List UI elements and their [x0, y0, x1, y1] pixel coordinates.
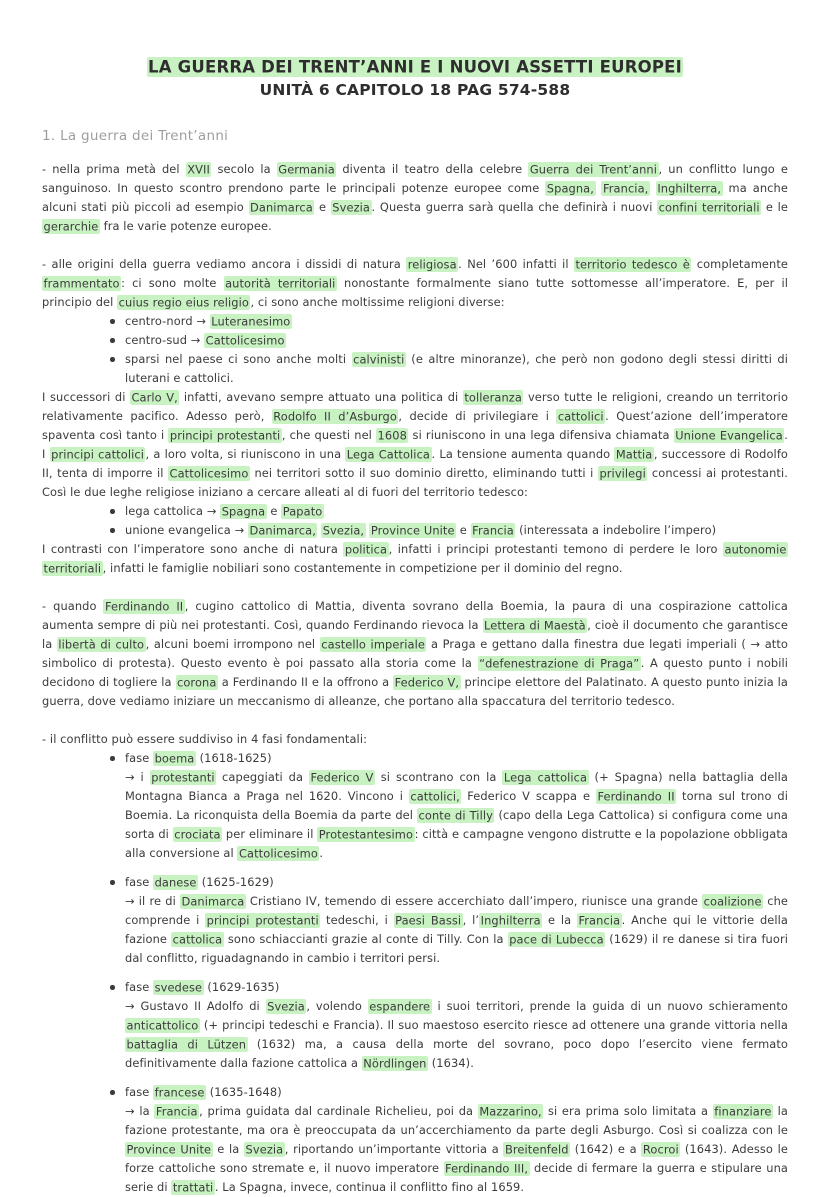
text-run: ma anche alcuni stati più piccoli ad esempio [42, 181, 788, 214]
highlight: territorio tedesco è [575, 257, 690, 271]
bullet-item [103, 873, 788, 968]
text-run: nei territori sotto il suo dominio diretto, eliminando tutti i [249, 466, 598, 480]
text-run: (+ principi tedeschi e Francia). Il suo maestoso esercito riesce ad ottenere una grande vittoria nella [199, 1018, 788, 1032]
highlight: cattolici, [410, 789, 460, 803]
text-run: a Praga e gettano dalla finestra due legati imperiali ( → atto simbolico di protesta). Questo evento è poi passato alla storia come la [42, 637, 788, 670]
text-run: Federico V scappa e [461, 789, 596, 803]
highlight: protestanti [151, 770, 215, 784]
highlight: corona [177, 675, 217, 689]
highlight: cuius regio eius religio [118, 295, 249, 309]
highlight: confini territoriali [658, 200, 760, 214]
text-run: → i [125, 770, 150, 784]
text-run: → la [125, 1104, 155, 1118]
highlight: Francia [578, 913, 621, 927]
highlight: Cattolicesimo [238, 846, 318, 860]
highlight: principi protestanti [169, 428, 281, 442]
text-run: e [266, 504, 282, 518]
text-run: (1642) e a [570, 1142, 642, 1156]
text-run: a Ferdinando II e la offrono a [217, 675, 394, 689]
text-run: (interessata a indebolire l’impero) [515, 523, 717, 537]
text-run: - alle origini della guerra vediamo ancora i dissidi di natura [42, 257, 407, 271]
highlight: tolleranza [464, 390, 522, 404]
highlight: Province Unite [126, 1142, 212, 1156]
text-run: concessi ai protestanti. Così le due leghe religiose iniziano a cercare alleati al di fuori del territorio tedesco: [42, 466, 788, 499]
text-run: la fazione protestante, ma ora è preoccupata da un’accerchiamento da parte degli Asburgo. Così si coalizza con le [125, 1104, 789, 1137]
highlight: svedese [154, 980, 203, 994]
highlight: Inghilterra, [657, 181, 722, 195]
highlight: pace di Lubecca [509, 932, 604, 946]
highlight: Francia [472, 523, 514, 537]
text-run: , cugino cattolico di Mattia, diventa sovrano della Boemia, la paura di una cospirazione cattolica aumenta sempre di più nei protestanti. Così, quando Ferdinando rievoca la [42, 599, 788, 632]
text-run: . Nel ’600 infatti il [458, 257, 574, 271]
text-run: , un conflitto lungo e sanguinoso. In questo scontro prendono parte le principali potenze europee come [42, 162, 788, 195]
highlight: Rocroi [642, 1142, 679, 1156]
highlight: Province Unite [370, 523, 455, 537]
paragraph [42, 160, 788, 236]
highlight: Protestantesimo [318, 827, 414, 841]
highlight: boema [154, 751, 195, 765]
highlight: principi cattolici [51, 447, 144, 461]
title-highlight: LA GUERRA DEI TRENT’ANNI E I NUOVI ASSETTI EUROPEI [148, 57, 682, 76]
highlight: cattolici [557, 409, 604, 423]
text-run: centro-nord → [125, 314, 210, 328]
highlight: castello imperiale [321, 637, 425, 651]
highlight: Francia, [602, 181, 649, 195]
text-run: fra le varie potenze europee. [99, 219, 272, 233]
highlight: Ferdinando II [104, 599, 184, 613]
highlight: Danimarca [250, 200, 313, 214]
text-run: (1643). Adesso le forze cattoliche sono stremate e, il nuovo imperatore [125, 1142, 789, 1175]
text-run: (1635-1648) [205, 1085, 282, 1099]
text-run: (1618-1625) [195, 751, 272, 765]
text-run: , infatti le famiglie nobiliari sono costantemente in competizione per il dominio del regno. [102, 561, 623, 575]
highlight: Spagna, [546, 181, 594, 195]
text-run: - nella prima metà del [42, 162, 186, 176]
text-run: . A questo punto i nobili decidono di togliere la [42, 656, 789, 689]
paragraph [42, 597, 788, 711]
text-run: sono schiaccianti grazie al conte di Tilly. Con la [223, 932, 508, 946]
highlight: Cattolicesimo [169, 466, 249, 480]
highlight: gerarchie [43, 219, 99, 233]
text-run: , che questi nel [281, 428, 377, 442]
text-run: completamente [691, 257, 788, 271]
highlight: coalizione [703, 894, 762, 908]
highlight: autorità territoriali [225, 276, 336, 290]
highlight: Danimarca, [249, 523, 316, 537]
text-run: sparsi nel paese ci sono anche molti [125, 352, 352, 366]
highlight: Germania [278, 162, 335, 176]
section-heading: 1. La guerra dei Trent’anni [42, 128, 229, 144]
text-run: secolo la [211, 162, 277, 176]
highlight: principi protestanti [206, 913, 319, 927]
text-run: . Anche qui le vittorie della fazione [125, 913, 788, 946]
bullet-item [103, 978, 788, 1073]
highlight: Lettera di Maestà [484, 618, 586, 632]
highlight: danese [154, 875, 197, 889]
text-run: centro-sud → [125, 333, 205, 347]
paragraph [42, 730, 788, 749]
text-run: si era prima solo limitata a [543, 1104, 713, 1118]
text-run: e [314, 200, 331, 214]
bullet-item [103, 312, 788, 331]
highlight: finanziare [714, 1104, 772, 1118]
text-run: nonostante formalmente siano tutte sottomesse all’imperatore. E, per il principio del [42, 276, 789, 309]
text-run: I successori di [42, 390, 130, 404]
text-run: I contrasti con l’imperatore sono anche di natura [42, 542, 344, 556]
highlight: Breitenfeld [504, 1142, 569, 1156]
text-run: , ci sono anche moltissime religioni diverse: [250, 295, 505, 309]
text-run: fase [125, 1085, 154, 1099]
highlight: Ferdinando III, [445, 1161, 529, 1175]
highlight: Papato [282, 504, 323, 518]
text-run: e la [212, 1142, 245, 1156]
highlight: frammentato [43, 276, 120, 290]
text-run: per eliminare il [222, 827, 318, 841]
paragraph [42, 255, 788, 312]
text-run: lega cattolica → [125, 504, 221, 518]
text-run: , prima guidata dal cardinale Richelieu, poi da [199, 1104, 478, 1118]
paragraph [42, 388, 788, 502]
document-title [42, 56, 788, 78]
highlight: autonomie territoriali [43, 542, 787, 575]
bullet-item [103, 1083, 788, 1197]
text-run: . La tensione aumenta quando [431, 447, 615, 461]
text-run: , decide di privilegiare i [398, 409, 557, 423]
text-run: diventa il teatro della celebre [336, 162, 529, 176]
text-run: tedeschi, i [320, 913, 394, 927]
text-run: capeggiati da [216, 770, 309, 784]
highlight: Rodolfo II d’Asburgo [273, 409, 397, 423]
text-run: - il conflitto può essere suddiviso in 4 fasi fondamentali: [42, 732, 368, 746]
highlight: Paesi Bassi [395, 913, 462, 927]
text-run: e le [761, 200, 788, 214]
text-run: Cristiano IV, temendo di essere accerchiato dall’impero, riunisce una grande [245, 894, 703, 908]
text-run: e [456, 523, 471, 537]
bullet-item [103, 521, 788, 540]
highlight: cattolica [172, 932, 223, 946]
text-run: . La Spagna, invece, continua il conflitto fino al 1659. [214, 1180, 525, 1194]
text-run: (1629-1635) [203, 980, 280, 994]
highlight: Svezia [332, 200, 370, 214]
highlight: Spagna [221, 504, 266, 518]
text-run: , volendo [306, 999, 368, 1013]
text-run [650, 181, 656, 195]
text-run: , cioè il documento che garantisce la [42, 618, 789, 651]
text-run: torna sul trono di Boemia. La riconquista della Boemia da parte del [125, 789, 788, 822]
text-run: (e altre minoranze), che però non godono degli stessi diritti di luterani e cattolici. [125, 352, 788, 385]
highlight: Guerra dei Trent’anni [529, 162, 657, 176]
text-run: : città e campagne vengono distrutte e la popolazione obbligata alla conversione al [125, 827, 788, 860]
text-run: verso tutte le religioni, creando un territorio relativamente pacifico. Adesso però, [42, 390, 789, 423]
text-run: → il re di [125, 894, 180, 908]
document-body [42, 160, 788, 1197]
bullet-item [103, 350, 788, 388]
highlight: Danimarca [181, 894, 245, 908]
text-run: - quando [42, 599, 104, 613]
text-run: , infatti i principi protestanti temono di perdere le loro [388, 542, 723, 556]
highlight: Svezia, [322, 523, 365, 537]
text-run: unione evangelica → [125, 523, 248, 537]
text-run: principe elettore del Palatinato. A questo punto inizia la guerra, dove vediamo iniziare un meccanismo di alleanze, che portano alla spaccatura del territorio tedesco. [42, 675, 788, 708]
text-run: (1625-1629) [198, 875, 274, 889]
highlight: espandere [369, 999, 431, 1013]
text-run: : ci sono molte [121, 276, 224, 290]
highlight: XVII [187, 162, 210, 176]
highlight: 1608 [377, 428, 407, 442]
highlight: Ferdinando II [597, 789, 675, 803]
text-run: (1634). [428, 1056, 474, 1070]
highlight: Lega Cattolica [346, 447, 431, 461]
text-run: fase [125, 751, 154, 765]
highlight: libertà di culto [58, 637, 145, 651]
highlight: “defenestrazione di Praga” [479, 656, 640, 670]
highlight: francese [154, 1085, 205, 1099]
highlight: Mattia [615, 447, 653, 461]
highlight: Mazzarino, [479, 1104, 542, 1118]
highlight: Inghilterra [480, 913, 541, 927]
highlight: Luteranesimo [211, 314, 291, 328]
highlight: Nördlingen [363, 1056, 427, 1070]
highlight: politica [344, 542, 388, 556]
text-run: . [319, 846, 324, 860]
highlight: Federico V [310, 770, 374, 784]
text-run: (1629) il re danese si tira fuori dal conflitto, riguadagnando in cambio i territori persi. [125, 932, 788, 965]
highlight: anticattolico [126, 1018, 199, 1032]
text-run: fase [125, 980, 154, 994]
text-run: si scontrano con la [374, 770, 503, 784]
highlight: privilegi [599, 466, 646, 480]
highlight: Francia [155, 1104, 198, 1118]
bullet-item [103, 502, 788, 521]
text-run: (1632) ma, a causa della morte del sovrano, poco dopo l’esercito viene fermato definitivamente dalla fazione cattolica a [125, 1037, 788, 1070]
text-run: si riuniscono in una lega difensiva chiamata [408, 428, 674, 442]
paragraph [42, 540, 788, 578]
text-run: decide di fermare la guerra e stipulare una serie di [125, 1161, 788, 1194]
highlight: religiosa [407, 257, 457, 271]
highlight: battaglia di Lützen [126, 1037, 247, 1051]
text-run: , a loro volta, si riuniscono in una [145, 447, 346, 461]
text-run: → Gustavo II Adolfo di [125, 999, 266, 1013]
highlight: Unione Evangelica [675, 428, 783, 442]
highlight: Federico V, [394, 675, 460, 689]
highlight: Cattolicesimo [205, 333, 285, 347]
highlight: Svezia [245, 1142, 284, 1156]
text-run: che comprende i [125, 894, 788, 927]
bullet-item [103, 331, 788, 350]
highlight: Svezia [267, 999, 305, 1013]
document-subtitle: UNITÀ 6 CAPITOLO 18 PAG 574-588 [259, 81, 571, 99]
highlight: conte di Tilly [418, 808, 493, 822]
text-run: (capo della Lega Cattolica) si configura come una sorta di [125, 808, 788, 841]
text-run: . Questa guerra sarà quella che definirà i nuovi [371, 200, 658, 214]
highlight: trattati [172, 1180, 214, 1194]
text-run: i suoi territori, prende la guida di un nuovo schieramento [431, 999, 789, 1013]
text-run: (+ Spagna) nella battaglia della Montagna Bianca a Praga nel 1620. Vincono i [125, 770, 788, 803]
text-run: . Quest’azione dell’imperatore spaventa così tanto i [42, 409, 789, 442]
highlight: Lega cattolica [503, 770, 588, 784]
highlight: Carlo V, [131, 390, 178, 404]
text-run: , successore di Rodolfo II, tenta di imporre il [42, 447, 788, 480]
bullet-item [103, 749, 788, 863]
highlight: crociata [174, 827, 221, 841]
text-run: , alcuni boemi irrompono nel [145, 637, 320, 651]
text-run: fase [125, 875, 154, 889]
text-run: . I [42, 428, 789, 461]
text-run: e la [542, 913, 577, 927]
text-run: , l’ [462, 913, 480, 927]
text-run: infatti, avevano sempre attuato una politica di [179, 390, 463, 404]
highlight: calvinisti [353, 352, 405, 366]
text-run: , riportando un’importante vittoria a [284, 1142, 504, 1156]
